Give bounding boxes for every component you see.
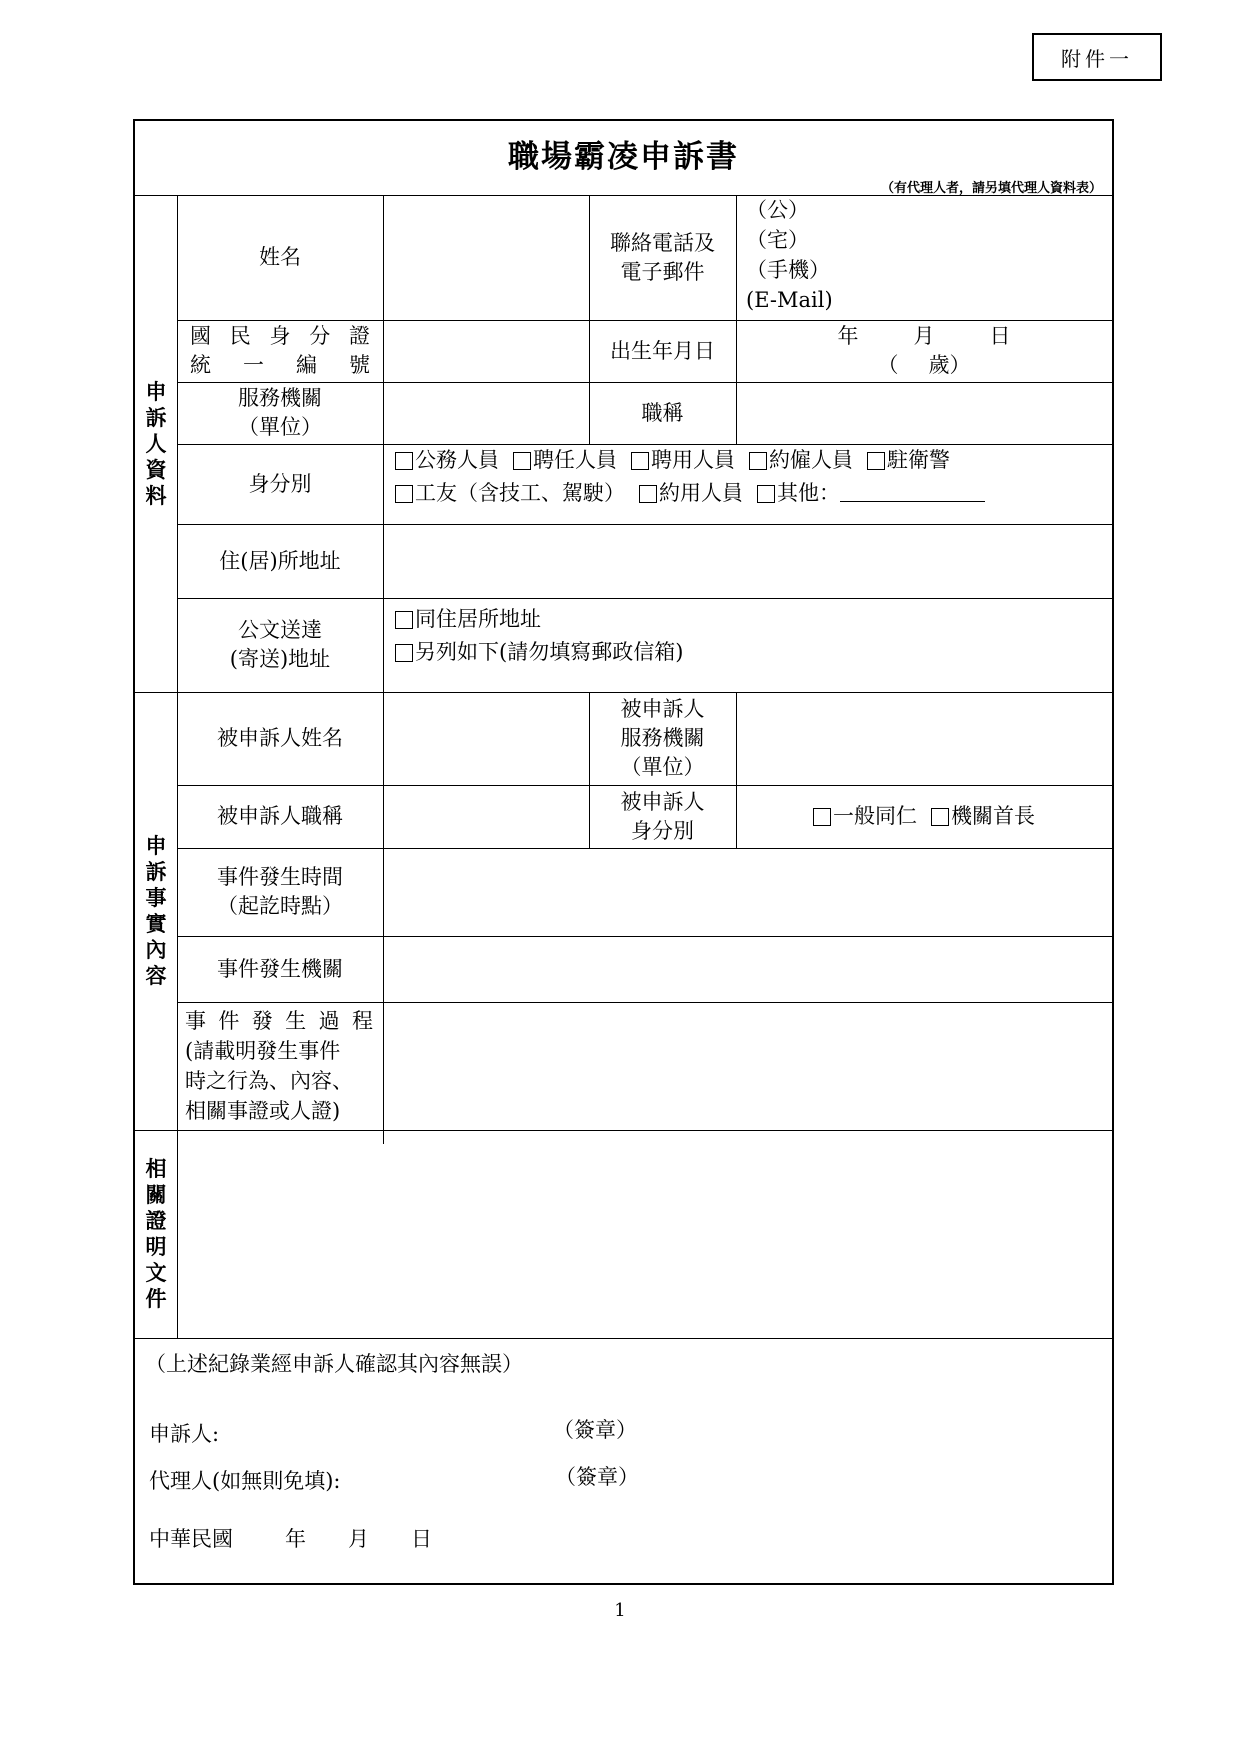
mailing-address-label: 公文送達 (寄送)地址 xyxy=(229,618,331,671)
identity-option-guard[interactable]: 駐衛警 xyxy=(867,448,950,472)
mailing-address-options xyxy=(383,598,1112,692)
divider xyxy=(135,1338,1112,1339)
identity-options xyxy=(383,444,1112,524)
complaint-form-table xyxy=(133,119,1114,1585)
identity-option-contracted[interactable]: 聘用人員 xyxy=(631,448,735,472)
respondent-option-head[interactable]: 機關首長 xyxy=(931,802,1035,831)
mailing-option-other[interactable]: 另列如下(請勿填寫郵政信箱) xyxy=(395,636,683,669)
form-title: 職場霸凌申訴書 xyxy=(508,139,739,175)
respondent-name-label: 被申訴人姓名 xyxy=(217,726,343,750)
event-agency-label: 事件發生機關 xyxy=(217,956,343,981)
identity-option-worker[interactable]: 工友（含技工、駕駛） xyxy=(395,481,625,505)
national-id-label: 國 民 身 分 證 統 一 編 號 xyxy=(190,324,370,377)
identity-option-civil-servant[interactable]: 公務人員 xyxy=(395,448,499,472)
mailing-option-same[interactable]: 同住居所地址 xyxy=(395,603,541,636)
applicant-signature-label: 申訴人: xyxy=(149,1422,220,1446)
section-applicant-label: 申 訴 人 資 料 xyxy=(145,379,167,508)
identity-option-appointed[interactable]: 聘任人員 xyxy=(513,448,617,472)
identity-option-other[interactable]: 其他： xyxy=(757,481,985,505)
birth-date-field[interactable]: 年 月 日 （ 歲） xyxy=(837,324,1011,377)
national-id-field[interactable] xyxy=(383,320,589,382)
section-facts-label: 申 訴 事 實 內 容 xyxy=(145,834,167,988)
event-process-label: 事 件 發 生 過 程 (請載明發生事件 時之行為、內容、 相關事證或人證) xyxy=(185,1009,373,1123)
respondent-name-field[interactable] xyxy=(383,692,589,785)
identity-option-temporary[interactable]: 約僱人員 xyxy=(749,448,853,472)
address-label: 住(居)所地址 xyxy=(219,548,341,573)
agent-note: （有代理人者，請另填代理人資料表） xyxy=(880,181,1102,196)
name-field[interactable] xyxy=(383,195,589,320)
job-title-field[interactable] xyxy=(736,382,1112,444)
section-documents-label: 相 關 證 明 文 件 xyxy=(145,1157,167,1311)
confirmation-statement: （上述紀錄業經申訴人確認其內容無誤） xyxy=(145,1352,523,1376)
event-time-field[interactable] xyxy=(383,848,1112,936)
respondent-title-label: 被申訴人職稱 xyxy=(217,804,343,828)
signing-date: 中華民國 年 月 日 xyxy=(149,1527,432,1551)
job-title-label: 職稱 xyxy=(641,400,684,425)
page-number: 1 xyxy=(614,1600,626,1621)
respondent-identity-label: 被申訴人 身分別 xyxy=(620,789,705,843)
contact-label: 聯絡電話及 電子郵件 xyxy=(610,230,715,284)
agent-signature-label: 代理人(如無則免填): xyxy=(149,1469,341,1493)
birth-date-label: 出生年月日 xyxy=(610,338,715,363)
respondent-option-colleague[interactable]: 一般同仁 xyxy=(813,802,917,831)
respondent-title-field[interactable] xyxy=(383,785,589,848)
respondent-agency-field[interactable] xyxy=(736,692,1112,785)
agency-field[interactable] xyxy=(383,382,589,444)
name-label: 姓名 xyxy=(259,245,301,269)
event-process-field[interactable] xyxy=(383,1002,1112,1130)
event-agency-field[interactable] xyxy=(383,936,1112,1002)
respondent-identity-options xyxy=(736,785,1112,848)
address-field[interactable] xyxy=(383,524,1112,598)
agent-seal[interactable]: （簽章） xyxy=(555,1465,639,1489)
attachment-tag: 附件一 xyxy=(1032,33,1162,81)
contact-field[interactable]: （公） （宅） （手機） (E-Mail) xyxy=(746,198,833,312)
identity-label: 身分別 xyxy=(248,471,312,496)
respondent-agency-label: 被申訴人 服務機關 （單位） xyxy=(620,697,705,779)
identity-other-blank[interactable] xyxy=(840,479,985,502)
agency-label: 服務機關 （單位） xyxy=(238,386,322,439)
event-time-label: 事件發生時間 （起訖時點） xyxy=(217,865,343,918)
applicant-seal[interactable]: （簽章） xyxy=(553,1418,637,1442)
identity-option-contract-staff[interactable]: 約用人員 xyxy=(639,481,743,505)
supporting-documents-field[interactable] xyxy=(177,1130,1112,1338)
